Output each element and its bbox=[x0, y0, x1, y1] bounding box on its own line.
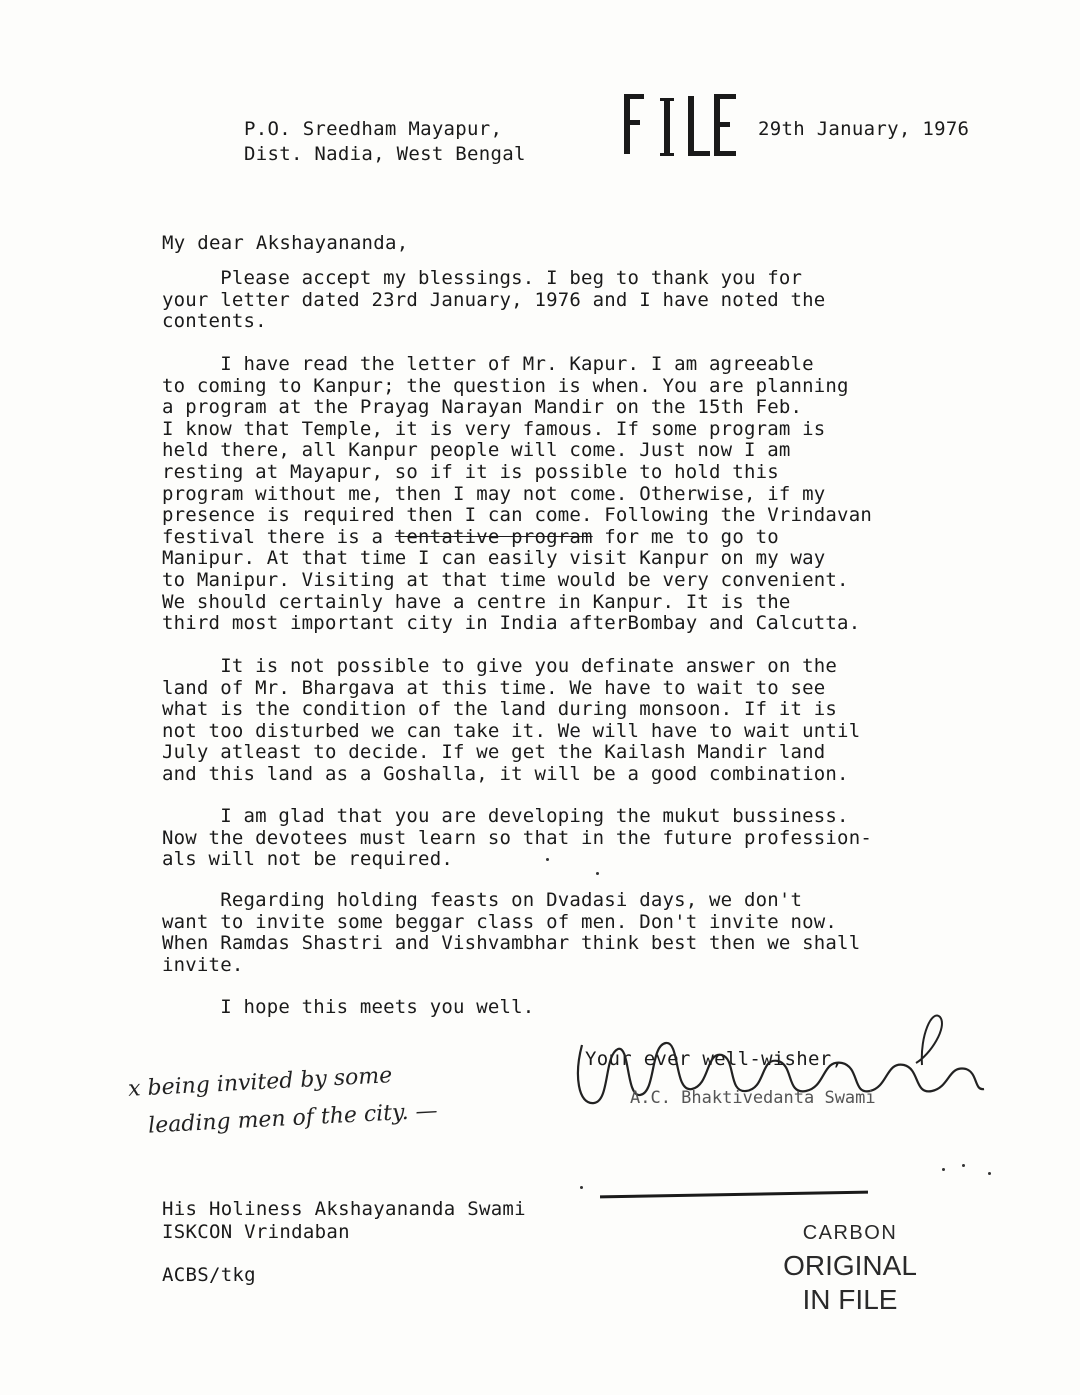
paragraph-2 bbox=[162, 354, 962, 635]
paragraph-line: We should certainly have a centre in Kanpur. It is the bbox=[162, 590, 791, 613]
closing: Your ever well-wisher, bbox=[585, 1048, 844, 1070]
paragraph-1 bbox=[162, 268, 962, 333]
paragraph-line: program without me, then I may not come. Otherwise, if my bbox=[162, 482, 826, 505]
typed-signature: A.C. Bhaktivedanta Swami bbox=[630, 1088, 876, 1108]
paragraph-4 bbox=[162, 806, 962, 871]
handwritten-signature bbox=[570, 1005, 1000, 1115]
paragraph-5 bbox=[162, 890, 962, 976]
paragraph-line: want to invite some beggar class of men. Don't invite now. bbox=[162, 910, 838, 933]
paragraph-line: It is not possible to give you definate answer on the bbox=[162, 655, 838, 677]
carbon-stamp-line-1: CARBON bbox=[802, 1222, 898, 1244]
reference-initials: ACBS/tkg bbox=[162, 1264, 256, 1286]
recipient-line-1: His Holiness Akshayananda Swami bbox=[162, 1198, 526, 1220]
speck bbox=[546, 858, 549, 861]
paragraph-line: I know that Temple, it is very famous. If some program is bbox=[162, 417, 826, 440]
speck bbox=[596, 872, 599, 875]
paragraph-line: held there, all Kanpur people will come. Just now I am bbox=[162, 439, 791, 462]
paragraph-line: contents. bbox=[162, 310, 267, 333]
paragraph-line: and this land as a Goshalla, it will be a good combination. bbox=[162, 762, 849, 785]
salutation: My dear Akshayananda, bbox=[162, 232, 409, 254]
paragraph-line: als will not be required. bbox=[162, 848, 453, 871]
paragraph-line: invite. bbox=[162, 953, 244, 976]
recipient-line-2: ISKCON Vrindaban bbox=[162, 1221, 350, 1243]
paragraph-line: When Ramdas Shastri and Vishvambhar think best then we shall bbox=[162, 932, 861, 955]
paragraph-line: to coming to Kanpur; the question is when. You are planning bbox=[162, 374, 849, 397]
speck bbox=[942, 1168, 945, 1171]
carbon-stamp-line-2: ORIGINAL bbox=[783, 1250, 917, 1281]
paragraph-line: your letter dated 23rd January, 1976 and I have noted the bbox=[162, 288, 826, 311]
paragraph-line: a program at the Prayag Narayan Mandir on the 15th Feb. bbox=[162, 396, 803, 419]
paragraph-line: land of Mr. Bhargava at this time. We have to wait to see bbox=[162, 676, 826, 699]
handwritten-note-line-2: leading men of the city. — bbox=[147, 1098, 439, 1139]
paragraph-line: resting at Mayapur, so if it is possible to hold this bbox=[162, 460, 779, 483]
paragraph-3 bbox=[162, 656, 962, 786]
paragraph-line: Regarding holding feasts on Dvadasi days, we don't bbox=[162, 889, 803, 911]
paragraph-line: third most important city in India afterBombay and Calcutta. bbox=[162, 612, 861, 635]
paragraph-line: I hope this meets you well. bbox=[162, 996, 535, 1018]
paragraph-line-with-strikethrough: festival there is a tentative program for me to go to bbox=[162, 525, 779, 548]
paragraph-line: July atleast to decide. If we get the Kailash Mandir land bbox=[162, 741, 826, 764]
paragraph-line: what is the condition of the land during monsoon. If it is bbox=[162, 698, 838, 721]
paragraph-line: Now the devotees must learn so that in the future profession- bbox=[162, 826, 872, 849]
address-line-2: Dist. Nadia, West Bengal bbox=[244, 143, 526, 165]
paragraph-line: not too disturbed we can take it. We will have to wait until bbox=[162, 719, 861, 742]
address-line-1: P.O. Sreedham Mayapur, bbox=[244, 118, 503, 140]
paragraph-line: Manipur. At that time I can easily visit Kanpur on my way bbox=[162, 547, 826, 570]
paragraph-line: I am glad that you are developing the mukut bussiness. bbox=[162, 805, 849, 827]
letter-date: 29th January, 1976 bbox=[758, 118, 970, 140]
paragraph-line: to Manipur. Visiting at that time would be very convenient. bbox=[162, 568, 849, 591]
paragraph-line: I have read the letter of Mr. Kapur. I am agreeable bbox=[162, 353, 814, 375]
signature-rule bbox=[600, 1191, 868, 1199]
speck bbox=[580, 1186, 583, 1189]
struck-text: tentative program bbox=[394, 525, 593, 548]
file-stamp bbox=[622, 92, 740, 162]
handwritten-note-line-1: x being invited by some bbox=[127, 1063, 393, 1102]
speck bbox=[962, 1164, 965, 1167]
carbon-stamp-line-3: IN FILE bbox=[802, 1284, 898, 1315]
paragraph-line: Please accept my blessings. I beg to thank you for bbox=[162, 267, 803, 289]
speck bbox=[988, 1172, 991, 1175]
paragraph-line: presence is required then I can come. Following the Vrindavan bbox=[162, 504, 872, 527]
